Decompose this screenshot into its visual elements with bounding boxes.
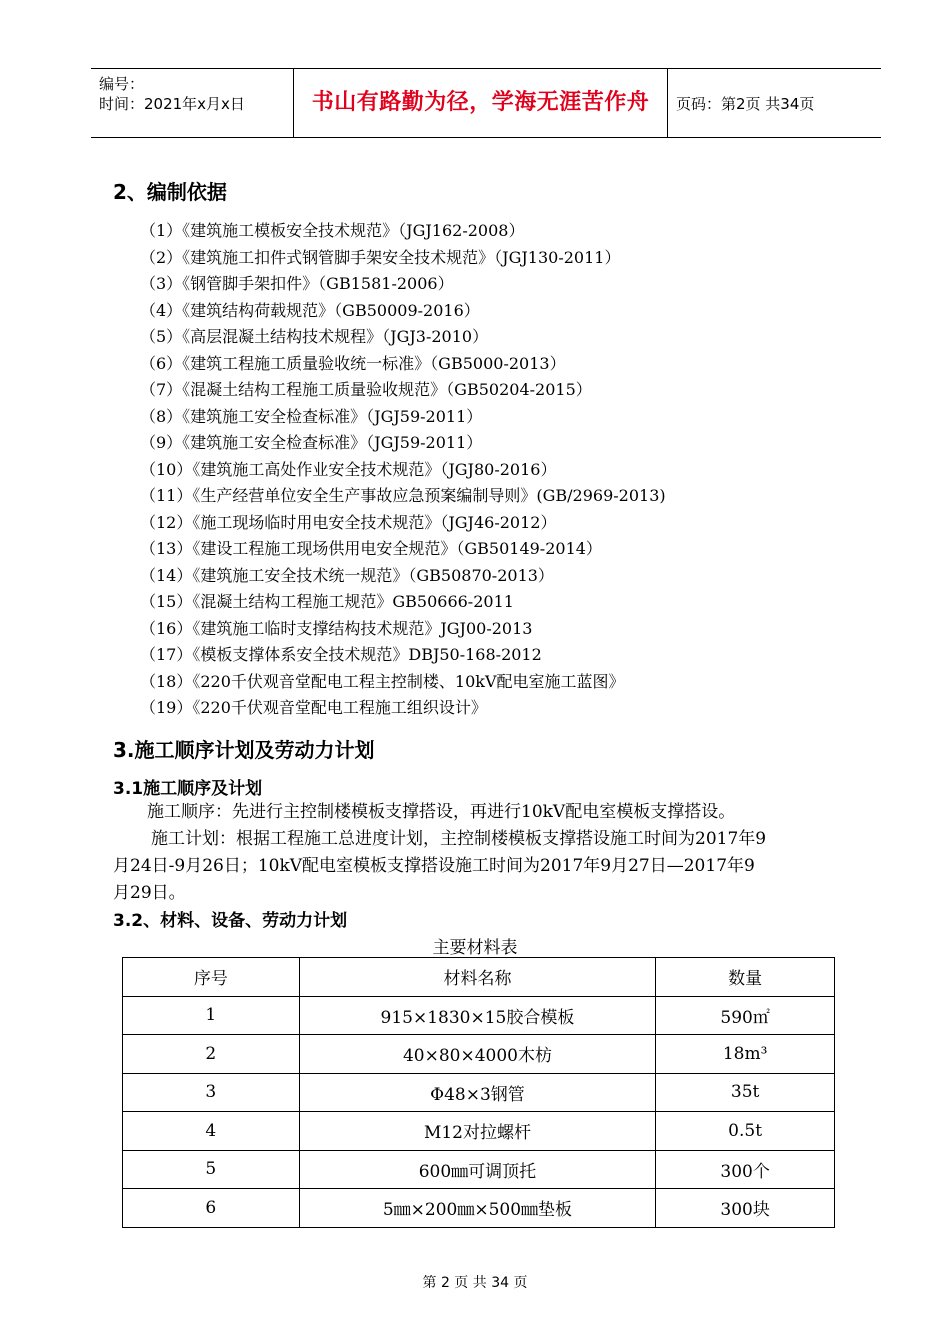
header-page-label: 页码：第2页 共34页 [676, 95, 815, 113]
cell-material: 600㎜可调顶托 [299, 1150, 656, 1189]
plan-line-3: 月29日。 [113, 883, 186, 903]
reference-item: （10）《建筑施工高处作业安全技术规范》（JGJ80-2016） [140, 459, 557, 479]
cell-quantity: 35t [656, 1073, 835, 1112]
table-row [123, 1150, 835, 1189]
reference-item: （8）《建筑施工安全检查标准》（JGJ59-2011） [140, 406, 483, 426]
reference-item: （4）《建筑结构荷载规范》（GB50009-2016） [140, 300, 480, 320]
code-label: 编号： [99, 75, 145, 93]
materials-table [122, 957, 835, 1228]
header-meta [91, 69, 293, 137]
cell-serial: 3 [123, 1073, 300, 1112]
cell-material: 915×1830×15胶合模板 [299, 996, 656, 1035]
header-motto: 书山有路勤为径，学海无涯苦作舟 [311, 90, 650, 115]
reference-item: （15）《混凝土结构工程施工规范》GB50666-2011 [140, 592, 514, 611]
reference-item: （18）《220千伏观音堂配电工程主控制楼、10kV配电室施工蓝图》 [140, 671, 625, 691]
header-page-cell [666, 69, 881, 137]
reference-item: （1）《建筑施工模板安全技术规范》（JGJ162-2008） [140, 221, 525, 240]
table-header-row [123, 958, 835, 997]
section3-title: 3.施工顺序计划及劳动力计划 [113, 738, 375, 762]
header-quantity: 数量 [656, 958, 835, 997]
plan-line-2: 月24日-9月26日；10kV配电室模板支撑搭设施工时间为2017年9月27日—2017年9 [113, 856, 755, 876]
page-footer: 第 2 页 共 34 页 [422, 1275, 528, 1291]
cell-material: M12对拉螺杆 [299, 1112, 656, 1151]
reference-item: （13）《建设工程施工现场供用电安全规范》（GB50149-2014） [140, 539, 602, 558]
cell-serial: 2 [123, 1035, 300, 1074]
reference-list [140, 218, 666, 722]
cell-serial: 1 [123, 996, 300, 1035]
section3-2-title: 3.2、材料、设备、劳动力计划 [113, 911, 348, 931]
header-motto-cell [293, 69, 668, 137]
order-paragraph: 施工顺序：先进行主控制楼模板支撑搭设，再进行10kV配电室模板支撑搭设。 [147, 802, 736, 822]
cell-quantity: 300个 [656, 1150, 835, 1189]
cell-quantity: 300块 [656, 1189, 835, 1228]
reference-item: （6）《建筑工程施工质量验收统一标准》（GB5000-2013） [140, 353, 566, 373]
cell-serial: 4 [123, 1112, 300, 1151]
cell-material: 40×80×4000木枋 [299, 1035, 656, 1074]
table-caption: 主要材料表 [432, 938, 518, 958]
reference-item: （9）《建筑施工安全检查标准》（JGJ59-2011） [140, 433, 483, 452]
time-label: 时间：2021年x月x日 [99, 95, 245, 113]
cell-serial: 6 [123, 1189, 300, 1228]
reference-item: （14）《建筑施工安全技术统一规范》（GB50870-2013） [140, 565, 554, 585]
reference-item: （16）《建筑施工临时支撑结构技术规范》JGJ00-2013 [140, 618, 533, 638]
cell-quantity: 590㎡ [656, 996, 835, 1035]
document-header [91, 68, 881, 138]
table-row [123, 1112, 835, 1151]
section2-title: 2、编制依据 [113, 180, 227, 204]
plan-line-1: 施工计划：根据工程施工总进度计划，主控制楼模板支撑搭设施工时间为2017年9 [151, 829, 767, 849]
reference-item: （19）《220千伏观音堂配电工程施工组织设计》 [140, 698, 487, 717]
reference-item: （7）《混凝土结构工程施工质量验收规范》（GB50204-2015） [140, 380, 592, 399]
cell-quantity: 18m³ [656, 1035, 835, 1074]
section3-1-title: 3.1施工顺序及计划 [113, 779, 263, 799]
reference-item: （3）《钢管脚手架扣件》（GB1581-2006） [140, 274, 454, 293]
reference-item: （2）《建筑施工扣件式钢管脚手架安全技术规范》（JGJ130-2011） [140, 247, 621, 267]
header-material-name: 材料名称 [299, 958, 656, 997]
table-row [123, 1189, 835, 1228]
cell-quantity: 0.5t [656, 1112, 835, 1151]
table-row [123, 1035, 835, 1074]
header-serial: 序号 [123, 958, 300, 997]
reference-item: （5）《高层混凝土结构技术规程》（JGJ3-2010） [140, 327, 489, 346]
reference-item: （17）《模板支撑体系安全技术规范》DBJ50-168-2012 [140, 645, 542, 664]
reference-item: （12）《施工现场临时用电安全技术规范》（JGJ46-2012） [140, 512, 557, 532]
cell-material: 5㎜×200㎜×500㎜垫板 [299, 1189, 656, 1228]
table-row [123, 996, 835, 1035]
reference-item: （11）《生产经营单位安全生产事故应急预案编制导则》(GB/2969-2013) [140, 486, 666, 505]
cell-serial: 5 [123, 1150, 300, 1189]
table-row [123, 1073, 835, 1112]
cell-material: Φ48×3钢管 [299, 1073, 656, 1112]
